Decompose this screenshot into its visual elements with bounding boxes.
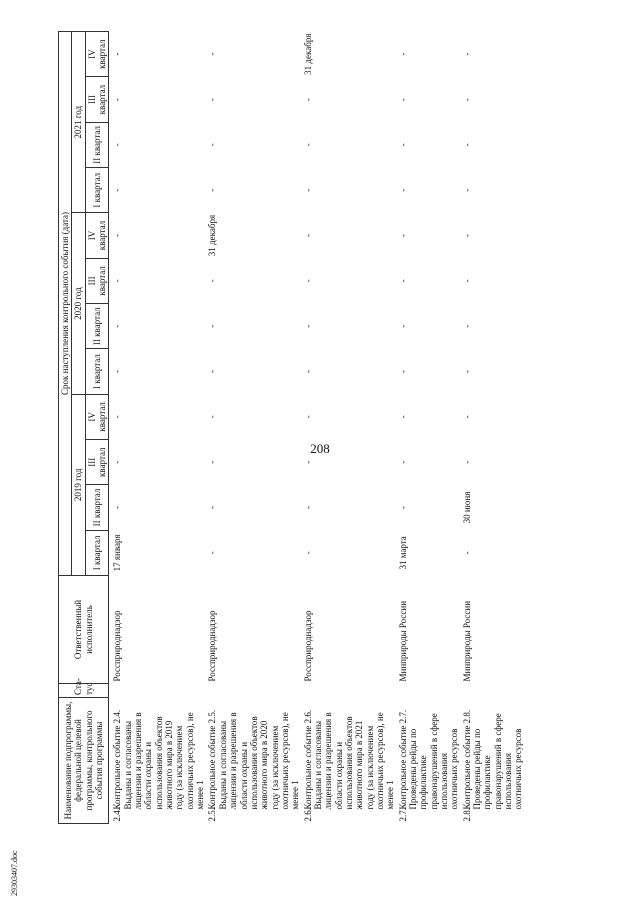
- row-quarter-value: 31 декабря: [302, 33, 313, 75]
- row-quarter-value: -: [461, 460, 472, 464]
- row-number: 2.6.: [302, 808, 313, 822]
- header-quarter: I квартал: [85, 530, 109, 575]
- control-events-table: [58, 31, 525, 824]
- header-quarter: II квартал: [85, 122, 109, 167]
- row-name-cell: [461, 698, 525, 824]
- header-quarter: III квартал: [85, 258, 109, 303]
- header-quarter: III квартал: [85, 440, 109, 485]
- row-quarter-value: -: [397, 415, 408, 419]
- footer-filename: 29303407.doc: [10, 850, 19, 896]
- row-name-cell: [397, 698, 461, 824]
- row-quarter-value: -: [397, 506, 408, 510]
- header-quarter: IV квартал: [85, 31, 109, 76]
- row-name: Контрольное событие 2.7. Проведены рейды по профилактике правонарушений в сфере использования охотничьих ресурсов: [397, 709, 460, 810]
- header-quarter: IV квартал: [85, 213, 109, 258]
- row-quarter-value: -: [461, 52, 472, 56]
- row-quarter-value: -: [112, 460, 123, 464]
- row-quarter-value: -: [461, 551, 472, 555]
- row-quarter-value: -: [112, 415, 123, 419]
- row-quarter-value: -: [207, 188, 218, 192]
- header-executor: Ответственный исполнитель: [59, 576, 109, 684]
- table-row: [397, 31, 461, 823]
- row-quarter-value: -: [207, 415, 218, 419]
- row-quarter-value: -: [112, 279, 123, 283]
- row-executor: Минприроды России: [461, 600, 472, 682]
- row-quarter-value: -: [112, 506, 123, 510]
- row-quarter-value: -: [461, 415, 472, 419]
- row-quarter-value: -: [302, 551, 313, 555]
- row-name-cell: [109, 698, 207, 824]
- row-quarter-value: -: [302, 506, 313, 510]
- row-number: 2.4.: [112, 808, 123, 822]
- header-quarter: IV квартал: [85, 394, 109, 439]
- row-quarter-value: -: [207, 370, 218, 374]
- row-number: 2.8.: [461, 808, 472, 822]
- row-quarter-value: -: [461, 370, 472, 374]
- row-quarter-value: -: [302, 98, 313, 102]
- row-status: [302, 684, 397, 698]
- row-quarter-value: 17 января: [112, 534, 123, 572]
- row-name: Контрольное событие 2.4. Выданы и согласованы лицензии и разрешения в области охраны и использования объектов животного мира в 2019 году (за исключением охотничьих ресурсов), не менее 1: [112, 709, 206, 810]
- row-quarter-value: -: [397, 98, 408, 102]
- table-stage: [58, 32, 633, 824]
- row-quarter-value: -: [302, 324, 313, 328]
- row-quarter-value: -: [302, 188, 313, 192]
- row-quarter-value: -: [112, 324, 123, 328]
- row-status: [397, 684, 461, 698]
- row-quarter-value: -: [112, 143, 123, 147]
- row-quarter-value: -: [112, 370, 123, 374]
- row-quarter-value: -: [207, 506, 218, 510]
- row-quarter-value: -: [207, 143, 218, 147]
- row-quarter-value: 30 июня: [461, 491, 472, 524]
- row-quarter-value: -: [207, 98, 218, 102]
- header-year-2020: 2020 год: [72, 213, 85, 394]
- row-quarter-value: -: [397, 279, 408, 283]
- header-quarter: I квартал: [85, 349, 109, 394]
- row-name: Контрольное событие 2.6. Выданы и согласованы лицензии и разрешения в области охраны и использования объектов животного мира в 2021 году (за исключением охотничьих ресурсов), не менее 1: [302, 709, 396, 810]
- row-quarter-value: -: [397, 370, 408, 374]
- row-status: [109, 684, 207, 698]
- row-quarter-value: 31 декабря: [207, 214, 218, 257]
- row-quarter-value: -: [112, 188, 123, 192]
- row-name-cell: [302, 698, 397, 824]
- row-quarter-value: -: [112, 234, 123, 238]
- row-quarter-value: -: [112, 52, 123, 56]
- row-quarter-value: -: [397, 52, 408, 56]
- row-quarter-value: 31 марта: [397, 536, 408, 570]
- row-quarter-value: -: [207, 279, 218, 283]
- row-quarter-value: -: [397, 460, 408, 464]
- row-quarter-value: -: [397, 324, 408, 328]
- table-row: [302, 31, 397, 823]
- table-row: [109, 31, 207, 823]
- row-quarter-value: -: [461, 98, 472, 102]
- rotated-table-wrapper: [58, 32, 633, 824]
- page-number: 208: [310, 441, 330, 456]
- row-number: 2.5.: [207, 808, 218, 822]
- row-status: [206, 684, 301, 698]
- table-row: [206, 31, 301, 823]
- row-quarter-value: -: [397, 234, 408, 238]
- row-quarter-value: -: [207, 324, 218, 328]
- row-name: Контрольное событие 2.8. Проведены рейды по профилактике правонарушений в сфере использования охотничьих ресурсов: [461, 709, 524, 810]
- row-quarter-value: -: [461, 279, 472, 283]
- row-quarter-value: -: [207, 52, 218, 56]
- row-quarter-value: -: [461, 324, 472, 328]
- row-executor: Россприроднадзор: [302, 610, 313, 682]
- header-quarter: II квартал: [85, 485, 109, 530]
- row-number: 2.7.: [397, 808, 408, 822]
- row-quarter-value: -: [207, 551, 218, 555]
- row-quarter-value: -: [397, 143, 408, 147]
- row-quarter-value: -: [461, 143, 472, 147]
- row-quarter-value: -: [302, 143, 313, 147]
- row-executor: Россприроднадзор: [207, 610, 218, 682]
- row-name-cell: [206, 698, 301, 824]
- table-body: [109, 31, 525, 823]
- header-year-2019: 2019 год: [72, 394, 85, 575]
- row-executor: Россприроднадзор: [112, 610, 123, 682]
- row-quarter-value: -: [302, 234, 313, 238]
- row-status: [461, 684, 525, 698]
- header-quarter: II квартал: [85, 304, 109, 349]
- row-quarter-value: -: [302, 415, 313, 419]
- row-quarter-value: -: [207, 460, 218, 464]
- row-executor: Минприроды России: [397, 600, 408, 682]
- header-status: Ста-тус: [59, 684, 109, 698]
- row-quarter-value: -: [461, 234, 472, 238]
- row-quarter-value: -: [397, 188, 408, 192]
- header-quarter: III квартал: [85, 77, 109, 122]
- header-quarter: I квартал: [85, 168, 109, 213]
- row-quarter-value: -: [302, 370, 313, 374]
- row-quarter-value: -: [302, 279, 313, 283]
- header-year-2021: 2021 год: [72, 31, 85, 212]
- row-quarter-value: -: [112, 98, 123, 102]
- row-name: Контрольное событие 2.5. Выданы и согласованы лицензии и разрешения в области охраны и использования объектов животного мира в 2020 году (за исключением охотничьих ресурсов), не менее 1: [207, 709, 301, 810]
- row-quarter-value: -: [302, 460, 313, 464]
- table-header: [59, 31, 109, 823]
- table-row: [461, 31, 525, 823]
- header-name: Наименование подпрограммы, федеральной целевой программы, контрольного события программы: [59, 698, 109, 824]
- header-deadline: Срок наступления контрольного события (дата): [59, 31, 72, 575]
- row-quarter-value: -: [461, 188, 472, 192]
